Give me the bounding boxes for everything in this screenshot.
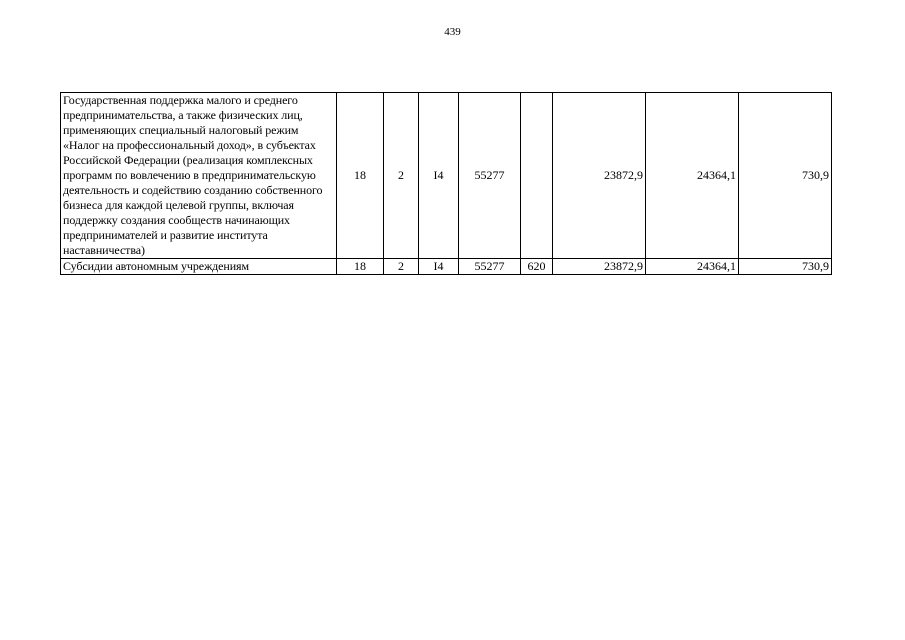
row-name-cell: Государственная поддержка малого и среднего предпринимательства, а также физических лиц, применяющих специальный налоговый режим «Налог на профессиональный доход», в субъектах Российской Федерации (реализация комплексных программ по вовлечению в предпринимательскую деятельность и содействию созданию собственного бизнеса для каждой целевой группы, включая поддержку создания сообществ начинающих предпринимателей и развитие института наставничества): [61, 93, 337, 259]
sum-1-cell: 23872,9: [553, 93, 646, 259]
expense-type-cell: 620: [521, 259, 553, 275]
pp-code-cell: 2: [384, 93, 419, 259]
gp-code-cell: 18: [337, 93, 384, 259]
direction-code-cell: 55277: [459, 259, 521, 275]
sum-1-cell: 23872,9: [553, 259, 646, 275]
sum-3-cell: 730,9: [739, 259, 832, 275]
table-row: [61, 93, 832, 259]
direction-code-cell: 55277: [459, 93, 521, 259]
row-name-cell: Субсидии автономным учреждениям: [61, 259, 337, 275]
gp-code-cell: 18: [337, 259, 384, 275]
pp-code-cell: 2: [384, 259, 419, 275]
expense-type-cell: [521, 93, 553, 259]
project-code-cell: I4: [419, 93, 459, 259]
project-code-cell: I4: [419, 259, 459, 275]
table-row: [61, 259, 832, 275]
page-number: 439: [444, 26, 461, 38]
sum-3-cell: 730,9: [739, 93, 832, 259]
budget-table: [60, 92, 832, 275]
sum-2-cell: 24364,1: [646, 259, 739, 275]
sum-2-cell: 24364,1: [646, 93, 739, 259]
